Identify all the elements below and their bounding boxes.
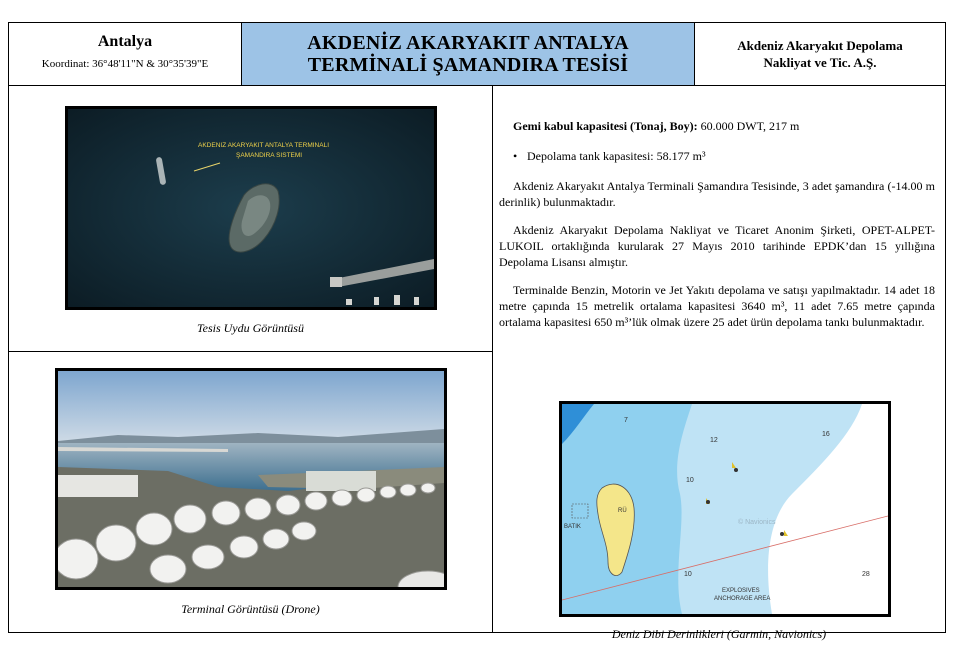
satellite-label-line-2: ŞAMANDIRA SISTEMI xyxy=(236,152,303,159)
shore-label: BATIK xyxy=(564,524,581,530)
city-name: Antalya xyxy=(97,33,153,50)
info-text xyxy=(499,118,935,342)
company-line-1: Akdeniz Akaryakıt Depolama xyxy=(737,38,903,53)
company-cell xyxy=(695,23,945,85)
images-column xyxy=(9,86,493,632)
location-cell xyxy=(9,23,242,85)
paragraph-tanks: Terminalde Benzin, Motorin ve Jet Yakıtı depolama ve satışı yapılmaktadır. 14 adet 18 metre çapında 15 metrelik ortalama kapasitesi 3640 m³, 11 adet 7.65 metre çapında ortalama kapasitesi 650 m³’lük olmak üzere 25 adet ürün depolama tankı bulunmaktadır. xyxy=(499,283,935,329)
depth-28: 28 xyxy=(862,571,870,578)
capacity-value: 60.000 DWT, 217 m xyxy=(697,119,800,133)
tank-capacity-text: Depolama tank kapasitesi: 58.177 m³ xyxy=(527,149,706,163)
title-line-2: TERMİNALİ ŞAMANDIRA TESİSİ xyxy=(307,54,629,76)
anchor-label-1: EXPLOSIVES xyxy=(722,588,760,594)
island-label: RÜ xyxy=(618,508,627,514)
capacity-label: Gemi kabul kapasitesi (Tonaj, Boy): xyxy=(513,119,698,133)
document-sheet xyxy=(8,22,946,641)
paragraph-license: Akdeniz Akaryakıt Depolama Nakliyat ve Ticaret Anonim Şirketi, OPET-ALPET-LUKOIL ortaklığında kurularak 27 Mayıs 2010 tarihinde EPDK’dan 15 yıllığına Depolama Lisansı almıştır. xyxy=(499,223,935,269)
company-line-2: Nakliyat ve Tic. A.Ş. xyxy=(763,55,877,70)
paragraph-buoys: Akdeniz Akaryakıt Antalya Terminali Şamandıra Tesisinde, 3 adet şamandıra (-14.00 m derinlik) bulunmaktadır. xyxy=(499,179,935,209)
tank-capacity-bullet xyxy=(513,148,935,164)
header-row xyxy=(9,23,945,86)
anchor-label-2: ANCHORAGE AREA xyxy=(714,596,771,602)
satellite-caption: Tesis Uydu Görüntüsü xyxy=(197,321,304,335)
drone-caption: Terminal Görüntüsü (Drone) xyxy=(181,602,320,616)
navionics-watermark: © Navionics xyxy=(738,519,776,526)
drone-cell xyxy=(9,352,492,632)
coordinates: Koordinat: 36°48'11"N & 30°35'39"E xyxy=(41,58,209,70)
depth-16: 16 xyxy=(822,431,830,438)
satellite-cell xyxy=(9,86,492,352)
title-line-1: AKDENİZ AKARYAKIT ANTALYA xyxy=(307,32,629,54)
depth-7: 7 xyxy=(624,417,628,424)
depth-chart-caption: Deniz Dibi Derinlikleri (Garmin, Navionics) xyxy=(611,627,827,641)
depth-10a: 10 xyxy=(686,477,694,484)
capacity-line xyxy=(499,118,935,134)
satellite-label-line-1: AKDENIZ AKARYAKIT ANTALYA TERMINALI xyxy=(198,142,330,149)
depth-10b: 10 xyxy=(684,571,692,578)
drone-image xyxy=(55,368,447,590)
bullet-dot-icon: • xyxy=(513,149,518,163)
depth-12: 12 xyxy=(710,437,718,444)
title-cell xyxy=(242,23,695,85)
satellite-image xyxy=(65,106,437,310)
info-column xyxy=(493,86,945,641)
depth-chart-image xyxy=(559,401,891,617)
